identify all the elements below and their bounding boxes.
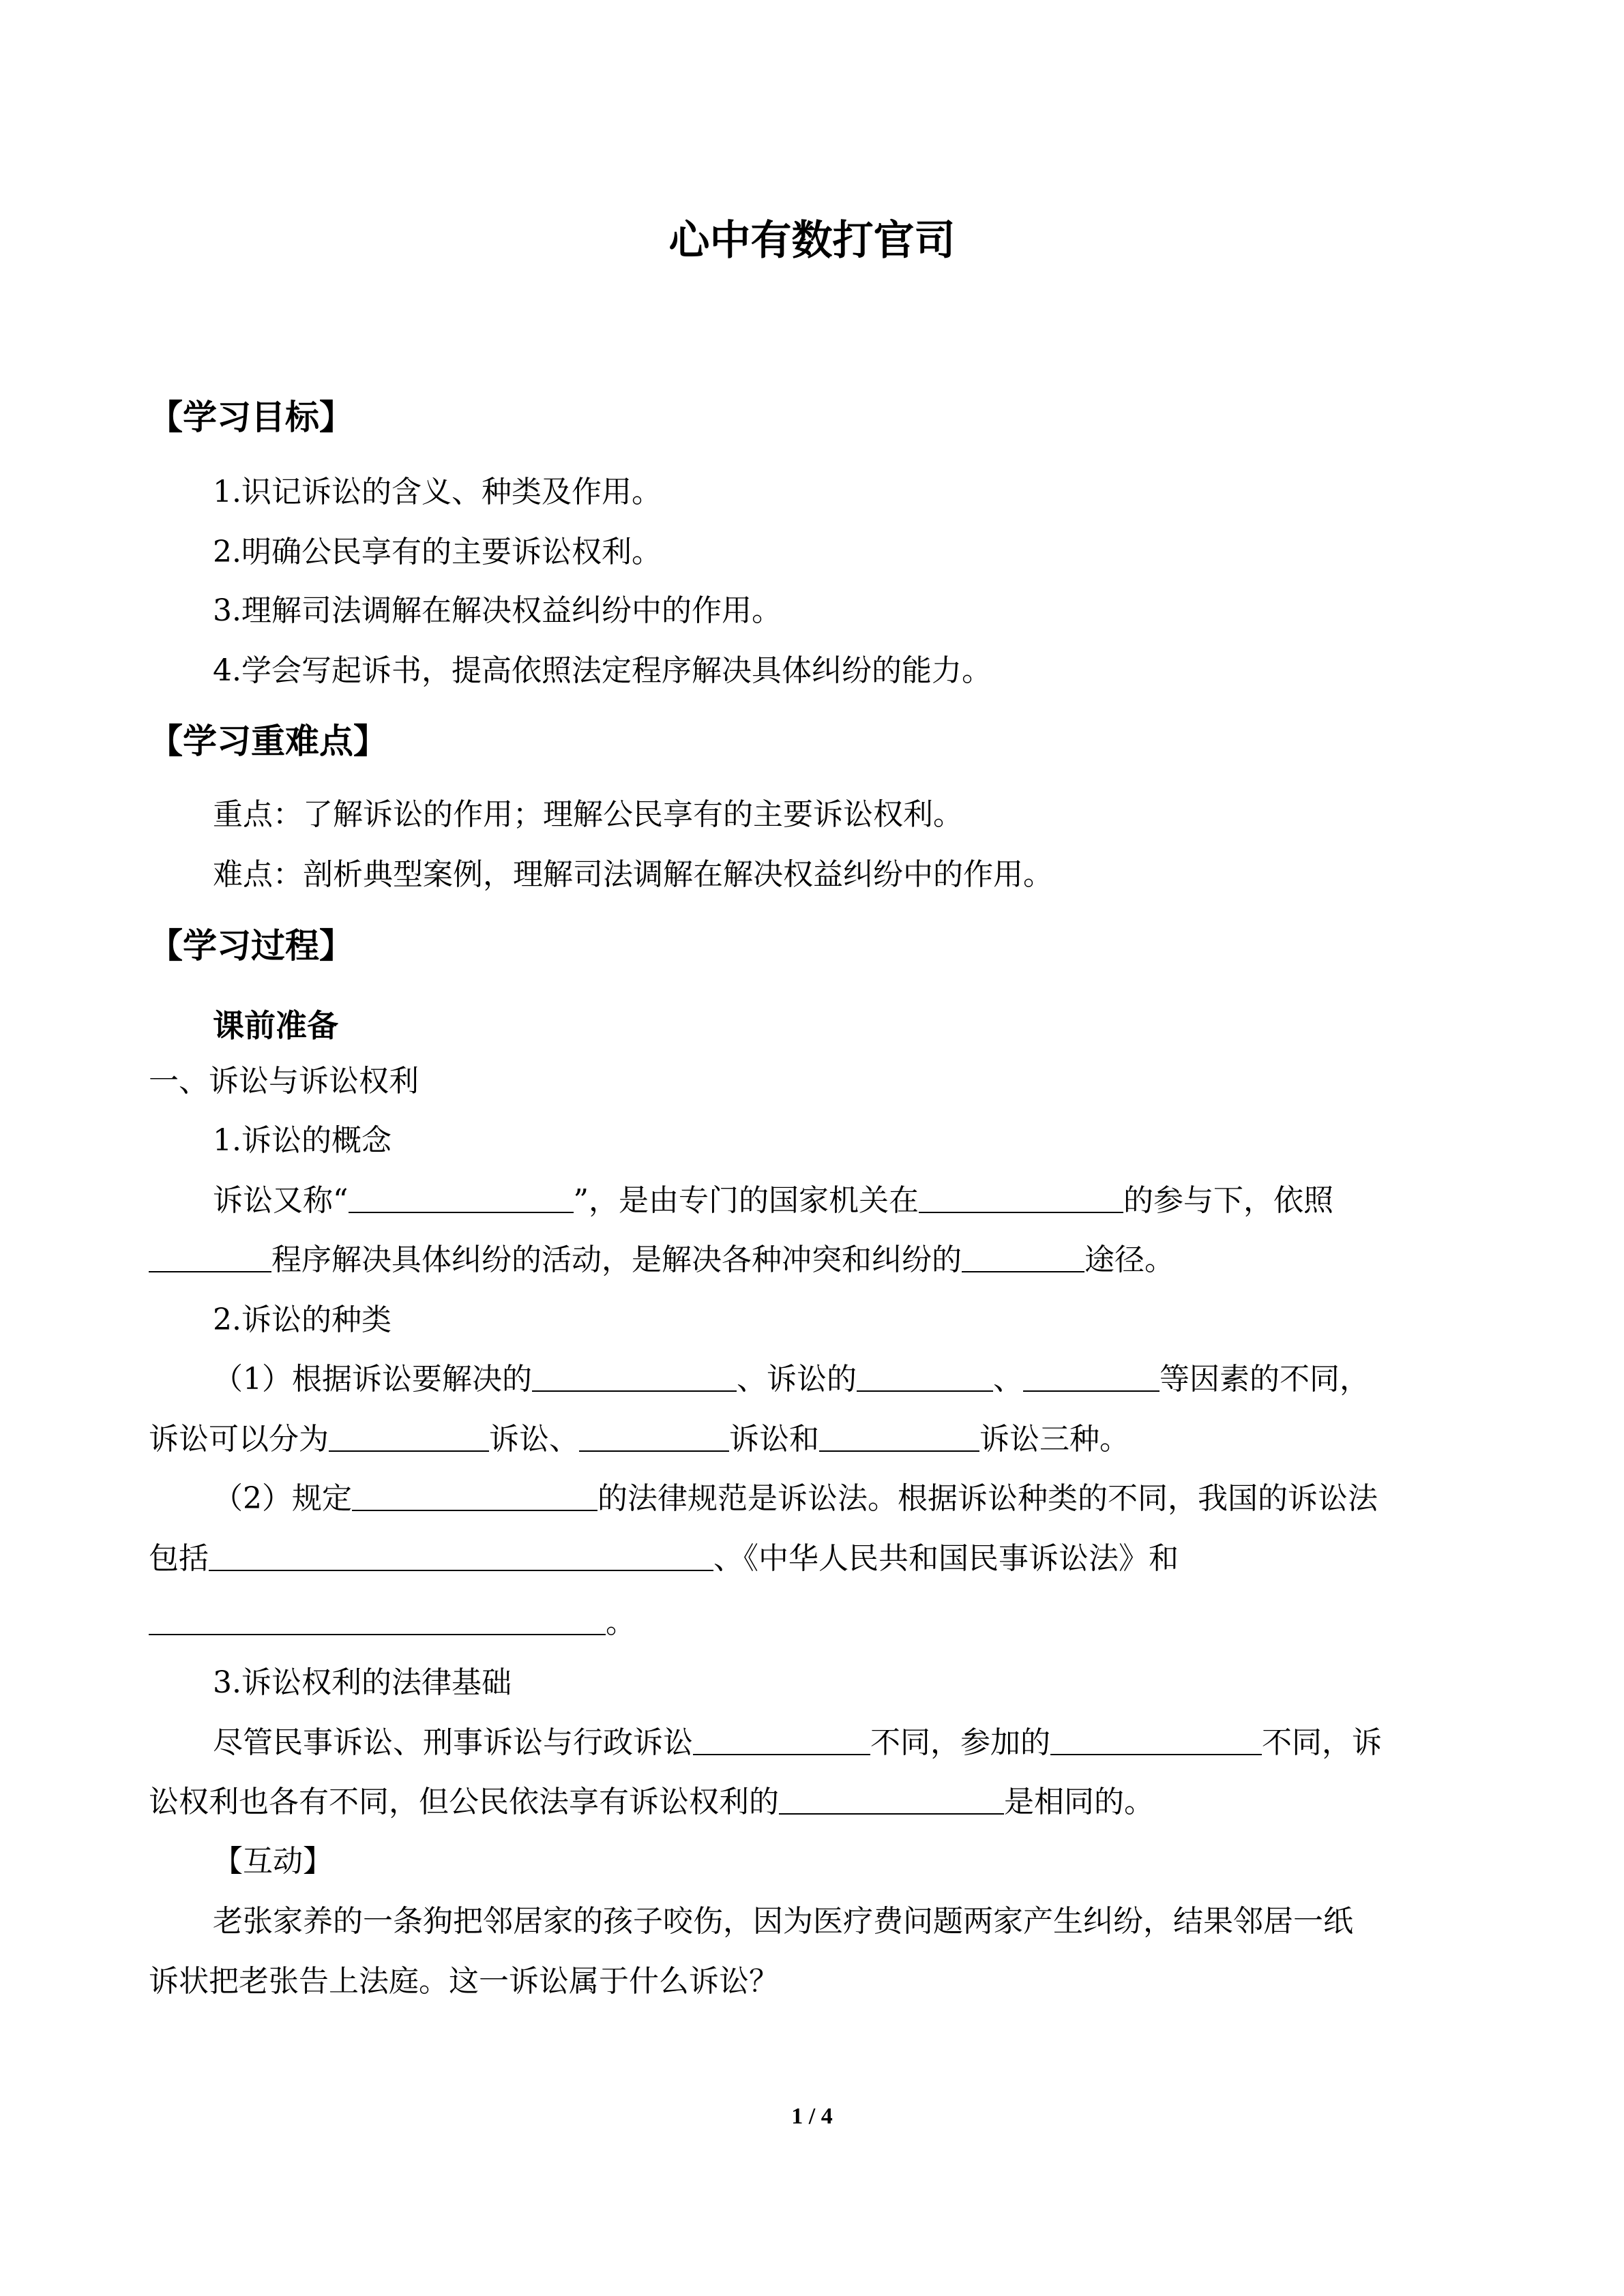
- goal-item: 3.理解司法调解在解决权益纠纷中的作用。: [213, 593, 782, 628]
- fill-blank[interactable]: [1050, 1724, 1262, 1755]
- item2-line-a: （1）根据诉讼要解决的 、诉讼的 、 等因素的不同，: [213, 1362, 1370, 1397]
- item3-line-a: 尽管民事诉讼、刑事诉讼与行政诉讼 不同，参加的 不同，诉: [213, 1725, 1382, 1760]
- fill-blank[interactable]: [352, 1480, 597, 1511]
- fill-blank[interactable]: [149, 1241, 271, 1272]
- goal-item: 2.明确公民享有的主要诉讼权利。: [213, 535, 662, 569]
- fill-blank[interactable]: [329, 1420, 489, 1452]
- fill-blank[interactable]: [149, 1604, 606, 1635]
- item2-line-b: 诉讼可以分为 诉讼、 诉讼和 诉讼三种。: [149, 1422, 1130, 1457]
- item2-title: 2.诉讼的种类: [213, 1302, 392, 1337]
- interact-text-line: 诉状把老张告上法庭。这一诉讼属于什么诉讼？: [149, 1964, 779, 1999]
- item1-title: 1.诉讼的概念: [213, 1123, 392, 1158]
- key-point: 重点：了解诉讼的作用；理解公民享有的主要诉讼权利。: [213, 797, 963, 832]
- goals-heading: 【学习目标】: [149, 398, 353, 437]
- fill-blank[interactable]: [779, 1783, 1004, 1815]
- item2-line-e: 。: [149, 1602, 636, 1643]
- prep-heading: 课前准备: [213, 1007, 338, 1044]
- interact-heading: 【互动】: [213, 1844, 333, 1879]
- page-number: 1 / 4: [791, 2104, 833, 2129]
- fill-blank[interactable]: [919, 1182, 1123, 1213]
- item3-title: 3.诉讼权利的法律基础: [213, 1665, 512, 1700]
- fill-blank[interactable]: [349, 1182, 574, 1213]
- item1-line-a: 诉讼又称“ ”，是由专门的国家机关在 的参与下，依照: [213, 1183, 1333, 1218]
- fill-blank[interactable]: [819, 1420, 979, 1452]
- goal-item: 4.学会写起诉书，提高依照法定程序解决具体纠纷的能力。: [213, 653, 992, 688]
- fill-blank[interactable]: [857, 1360, 993, 1392]
- goal-item: 1.识记诉讼的含义、种类及作用。: [213, 475, 662, 509]
- interact-text-line: 老张家养的一条狗把邻居家的孩子咬伤，因为医疗费问题两家产生纠纷，结果邻居一纸: [213, 1904, 1353, 1939]
- fill-blank[interactable]: [579, 1420, 729, 1452]
- item2-line-d: 包括 、《中华人民共和国民事诉讼法》和: [149, 1541, 1179, 1576]
- item3-line-b: 讼权利也各有不同，但公民依法享有诉讼权利的 是相同的。: [149, 1785, 1154, 1819]
- item2-line-c: （2）规定 的法律规范是诉讼法。根据诉讼种类的不同，我国的诉讼法: [213, 1481, 1378, 1516]
- fill-blank[interactable]: [693, 1724, 870, 1755]
- item1-line-b: 程序解决具体纠纷的活动，是解决各种冲突和纠纷的 途径。: [149, 1240, 1175, 1281]
- key-points-heading: 【学习重难点】: [149, 721, 387, 761]
- fill-blank[interactable]: [532, 1360, 737, 1392]
- part1-heading: 一、诉讼与诉讼权利: [149, 1064, 419, 1099]
- fill-blank[interactable]: [962, 1241, 1084, 1272]
- page-title: 心中有数打官司: [668, 217, 956, 265]
- key-point: 难点：剖析典型案例，理解司法调解在解决权益纠纷中的作用。: [213, 857, 1053, 892]
- process-heading: 【学习过程】: [149, 926, 353, 966]
- fill-blank[interactable]: [209, 1540, 713, 1571]
- fill-blank[interactable]: [1023, 1360, 1160, 1392]
